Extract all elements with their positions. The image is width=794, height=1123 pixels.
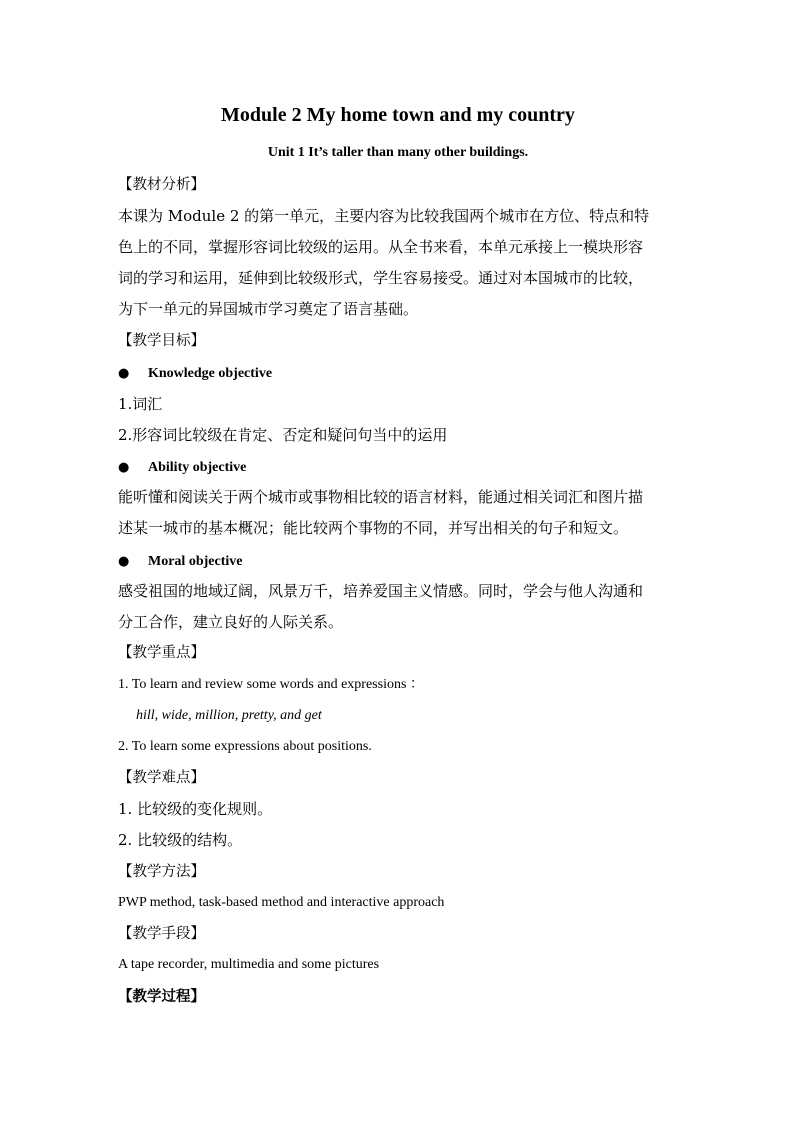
section-heading-difficulties: 【教学难点】	[118, 770, 205, 786]
analysis-line: 本课为 Module 2 的第一单元，主要内容为比较我国两个城市在方位、特点和特	[118, 207, 650, 225]
objective-knowledge	[118, 362, 678, 384]
moral-line: 分工合作，建立良好的人际关系。	[118, 613, 344, 631]
document-title: Module 2 My home town and my country	[221, 104, 575, 126]
document-subtitle: Unit 1 It’s taller than many other buildings.	[267, 145, 529, 160]
section-heading-analysis: 【教材分析】	[118, 177, 205, 193]
difficulty-item: 1. 比较级的变化规则。	[118, 800, 273, 818]
section-heading-process: 【教学过程】	[118, 989, 205, 1005]
bullet-icon: ●	[118, 366, 130, 381]
means-text: A tape recorder, multimedia and some pictures	[118, 957, 380, 972]
section-heading-objectives: 【教学目标】	[118, 333, 205, 349]
objective-moral-label: Moral objective	[148, 554, 243, 569]
objective-ability	[118, 456, 678, 478]
knowledge-item: 2.形容词比较级在肯定、否定和疑问句当中的运用	[118, 426, 448, 444]
analysis-line: 为下一单元的异国城市学习奠定了语言基础。	[118, 300, 419, 318]
objective-moral	[118, 550, 678, 572]
objective-knowledge-label: Knowledge objective	[148, 366, 273, 381]
key-point-item: 1. To learn and review some words and expressions ：	[118, 677, 424, 692]
ability-line: 能听懂和阅读关于两个城市或事物相比较的语言材料，能通过相关词汇和图片描	[118, 488, 644, 506]
bullet-icon: ●	[118, 554, 130, 569]
difficulty-item: 2. 比较级的结构。	[118, 831, 243, 849]
section-heading-key-points: 【教学重点】	[118, 645, 205, 661]
moral-line: 感受祖国的地域辽阔，风景万千，培养爱国主义情感。同时，学会与他人沟通和	[118, 582, 644, 600]
objective-ability-label: Ability objective	[148, 460, 247, 475]
analysis-line: 词的学习和运用，延伸到比较级形式，学生容易接受。通过对本国城市的比较，	[118, 269, 644, 287]
knowledge-item: 1.词汇	[118, 395, 163, 413]
section-heading-methods: 【教学方法】	[118, 864, 205, 880]
analysis-line: 色上的不同，掌握形容词比较级的运用。从全书来看，本单元承接上一模块形容	[118, 238, 644, 256]
section-heading-means: 【教学手段】	[118, 926, 205, 942]
key-point-words: hill, wide, million, pretty, and get	[136, 708, 322, 723]
bullet-icon: ●	[118, 460, 130, 475]
method-text: PWP method, task-based method and interactive approach	[118, 895, 445, 910]
key-point-item: 2. To learn some expressions about positions.	[118, 739, 372, 754]
ability-line: 述某一城市的基本概况；能比较两个事物的不同，并写出相关的句子和短文。	[118, 519, 629, 537]
